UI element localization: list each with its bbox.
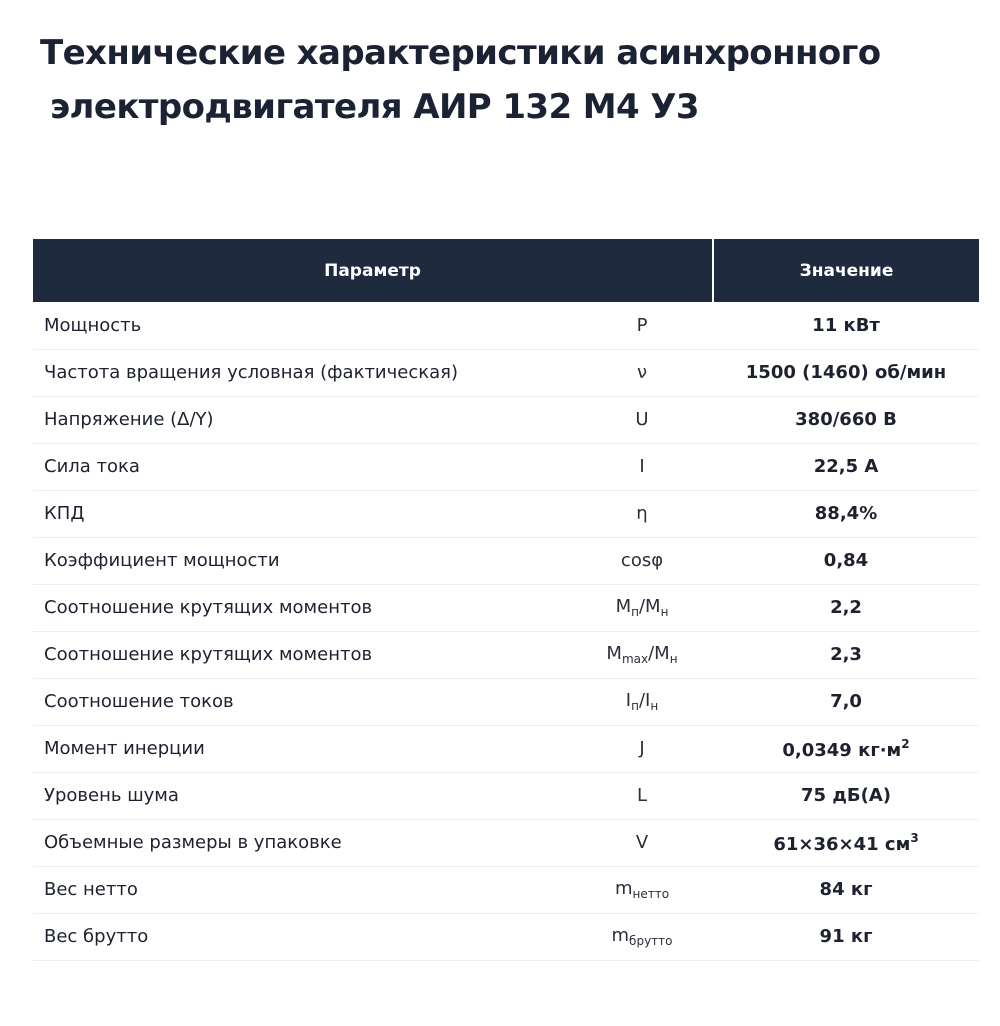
parameter-value bbox=[713, 537, 979, 584]
value-text: 11 кВт bbox=[812, 314, 880, 336]
page-title-line-2: электродвигателя АИР 132 М4 У3 bbox=[50, 87, 699, 127]
value-superscript: 2 bbox=[901, 736, 910, 751]
parameter-symbol bbox=[571, 678, 713, 725]
parameter-name: Мощность bbox=[33, 302, 571, 349]
symbol-base: /M bbox=[648, 643, 670, 664]
value-text: 2,3 bbox=[830, 644, 862, 665]
parameter-value bbox=[713, 913, 979, 960]
parameter-name: Коэффициент мощности bbox=[33, 537, 571, 584]
table-row bbox=[33, 490, 979, 537]
parameter-value bbox=[713, 866, 979, 913]
parameter-value bbox=[713, 631, 979, 678]
value-text: 22,5 А bbox=[813, 456, 879, 477]
parameter-symbol bbox=[571, 302, 713, 349]
parameter-symbol bbox=[571, 490, 713, 537]
symbol-base: M bbox=[615, 596, 632, 617]
parameter-symbol bbox=[571, 913, 713, 960]
parameter-name: Вес брутто bbox=[33, 913, 571, 960]
parameter-value bbox=[713, 349, 979, 396]
symbol-base: cosφ bbox=[620, 550, 664, 571]
symbol-subscript: н bbox=[660, 605, 669, 619]
parameter-name: Соотношение токов bbox=[33, 678, 571, 725]
header-value: Значение bbox=[713, 239, 979, 302]
parameter-name: Момент инерции bbox=[33, 725, 571, 772]
table-row bbox=[33, 819, 979, 866]
symbol-base: P bbox=[636, 314, 648, 336]
symbol-subscript: брутто bbox=[629, 934, 673, 948]
parameter-name: Объемные размеры в упаковке bbox=[33, 819, 571, 866]
value-superscript: 3 bbox=[910, 830, 919, 845]
value-text: 1500 (1460) об/мин bbox=[745, 362, 947, 383]
parameter-name: Сила тока bbox=[33, 443, 571, 490]
symbol-subscript: н bbox=[669, 652, 678, 666]
value-text: 2,2 bbox=[830, 597, 862, 618]
symbol-base: I bbox=[639, 456, 645, 477]
page-title-line-1: Технические характеристики асинхронного bbox=[40, 33, 881, 73]
symbol-subscript: н bbox=[650, 699, 659, 713]
parameter-value bbox=[713, 396, 979, 443]
table-row bbox=[33, 349, 979, 396]
table-row bbox=[33, 537, 979, 584]
table-row bbox=[33, 631, 979, 678]
value-text: 88,4% bbox=[814, 503, 878, 524]
parameter-symbol bbox=[571, 584, 713, 631]
parameter-symbol bbox=[571, 537, 713, 584]
parameter-name: Соотношение крутящих моментов bbox=[33, 631, 571, 678]
value-text: 91 кг bbox=[819, 926, 873, 947]
symbol-subscript: max bbox=[621, 652, 649, 666]
parameter-value bbox=[713, 772, 979, 819]
parameter-symbol bbox=[571, 349, 713, 396]
value-text: 7,0 bbox=[830, 691, 862, 712]
parameter-name: Соотношение крутящих моментов bbox=[33, 584, 571, 631]
symbol-base: U bbox=[635, 409, 649, 430]
page-title bbox=[40, 26, 960, 134]
value-text: 61×36×41 см bbox=[773, 833, 911, 855]
parameter-symbol bbox=[571, 725, 713, 772]
table-row bbox=[33, 772, 979, 819]
table-body bbox=[33, 302, 979, 960]
parameter-value bbox=[713, 819, 979, 866]
parameter-symbol bbox=[571, 866, 713, 913]
parameter-name: Частота вращения условная (фактическая) bbox=[33, 349, 571, 396]
table-row bbox=[33, 443, 979, 490]
symbol-subscript: п bbox=[631, 699, 639, 713]
table-row bbox=[33, 396, 979, 443]
value-text: 0,84 bbox=[823, 550, 869, 571]
value-text: 75 дБ(А) bbox=[801, 785, 891, 806]
symbol-base: ν bbox=[636, 362, 648, 383]
parameter-value bbox=[713, 678, 979, 725]
parameter-name: Вес нетто bbox=[33, 866, 571, 913]
symbol-subscript: п bbox=[631, 605, 639, 619]
parameter-symbol bbox=[571, 819, 713, 866]
parameter-symbol bbox=[571, 443, 713, 490]
parameter-value bbox=[713, 302, 979, 349]
table-row bbox=[33, 913, 979, 960]
symbol-base: m bbox=[611, 925, 630, 946]
symbol-base: I bbox=[625, 690, 632, 711]
parameter-symbol bbox=[571, 631, 713, 678]
symbol-base: /I bbox=[638, 690, 651, 711]
symbol-base: L bbox=[636, 785, 648, 806]
parameter-value bbox=[713, 725, 979, 772]
value-text: 0,0349 кг·м bbox=[782, 739, 902, 761]
symbol-base: M bbox=[606, 643, 622, 664]
parameter-name: Напряжение (Δ/Y) bbox=[33, 396, 571, 443]
value-text: 84 кг bbox=[819, 879, 873, 900]
symbol-subscript: нетто bbox=[632, 887, 670, 901]
table-row bbox=[33, 725, 979, 772]
symbol-base: J bbox=[639, 738, 645, 759]
table-row bbox=[33, 678, 979, 725]
parameter-symbol bbox=[571, 772, 713, 819]
parameter-name: КПД bbox=[33, 490, 571, 537]
symbol-base: m bbox=[614, 878, 633, 899]
parameter-value bbox=[713, 584, 979, 631]
parameter-value bbox=[713, 490, 979, 537]
table-row bbox=[33, 302, 979, 349]
symbol-base: /M bbox=[638, 596, 661, 617]
parameter-name: Уровень шума bbox=[33, 772, 571, 819]
parameter-value bbox=[713, 443, 979, 490]
parameter-symbol bbox=[571, 396, 713, 443]
table-header-row bbox=[33, 239, 979, 302]
table-header bbox=[33, 239, 979, 302]
header-parameter: Параметр bbox=[33, 239, 713, 302]
table-row bbox=[33, 584, 979, 631]
table-row bbox=[33, 866, 979, 913]
symbol-base: η bbox=[636, 503, 648, 524]
specifications-table bbox=[33, 239, 979, 961]
symbol-base: V bbox=[635, 832, 649, 853]
value-text: 380/660 В bbox=[795, 409, 897, 430]
